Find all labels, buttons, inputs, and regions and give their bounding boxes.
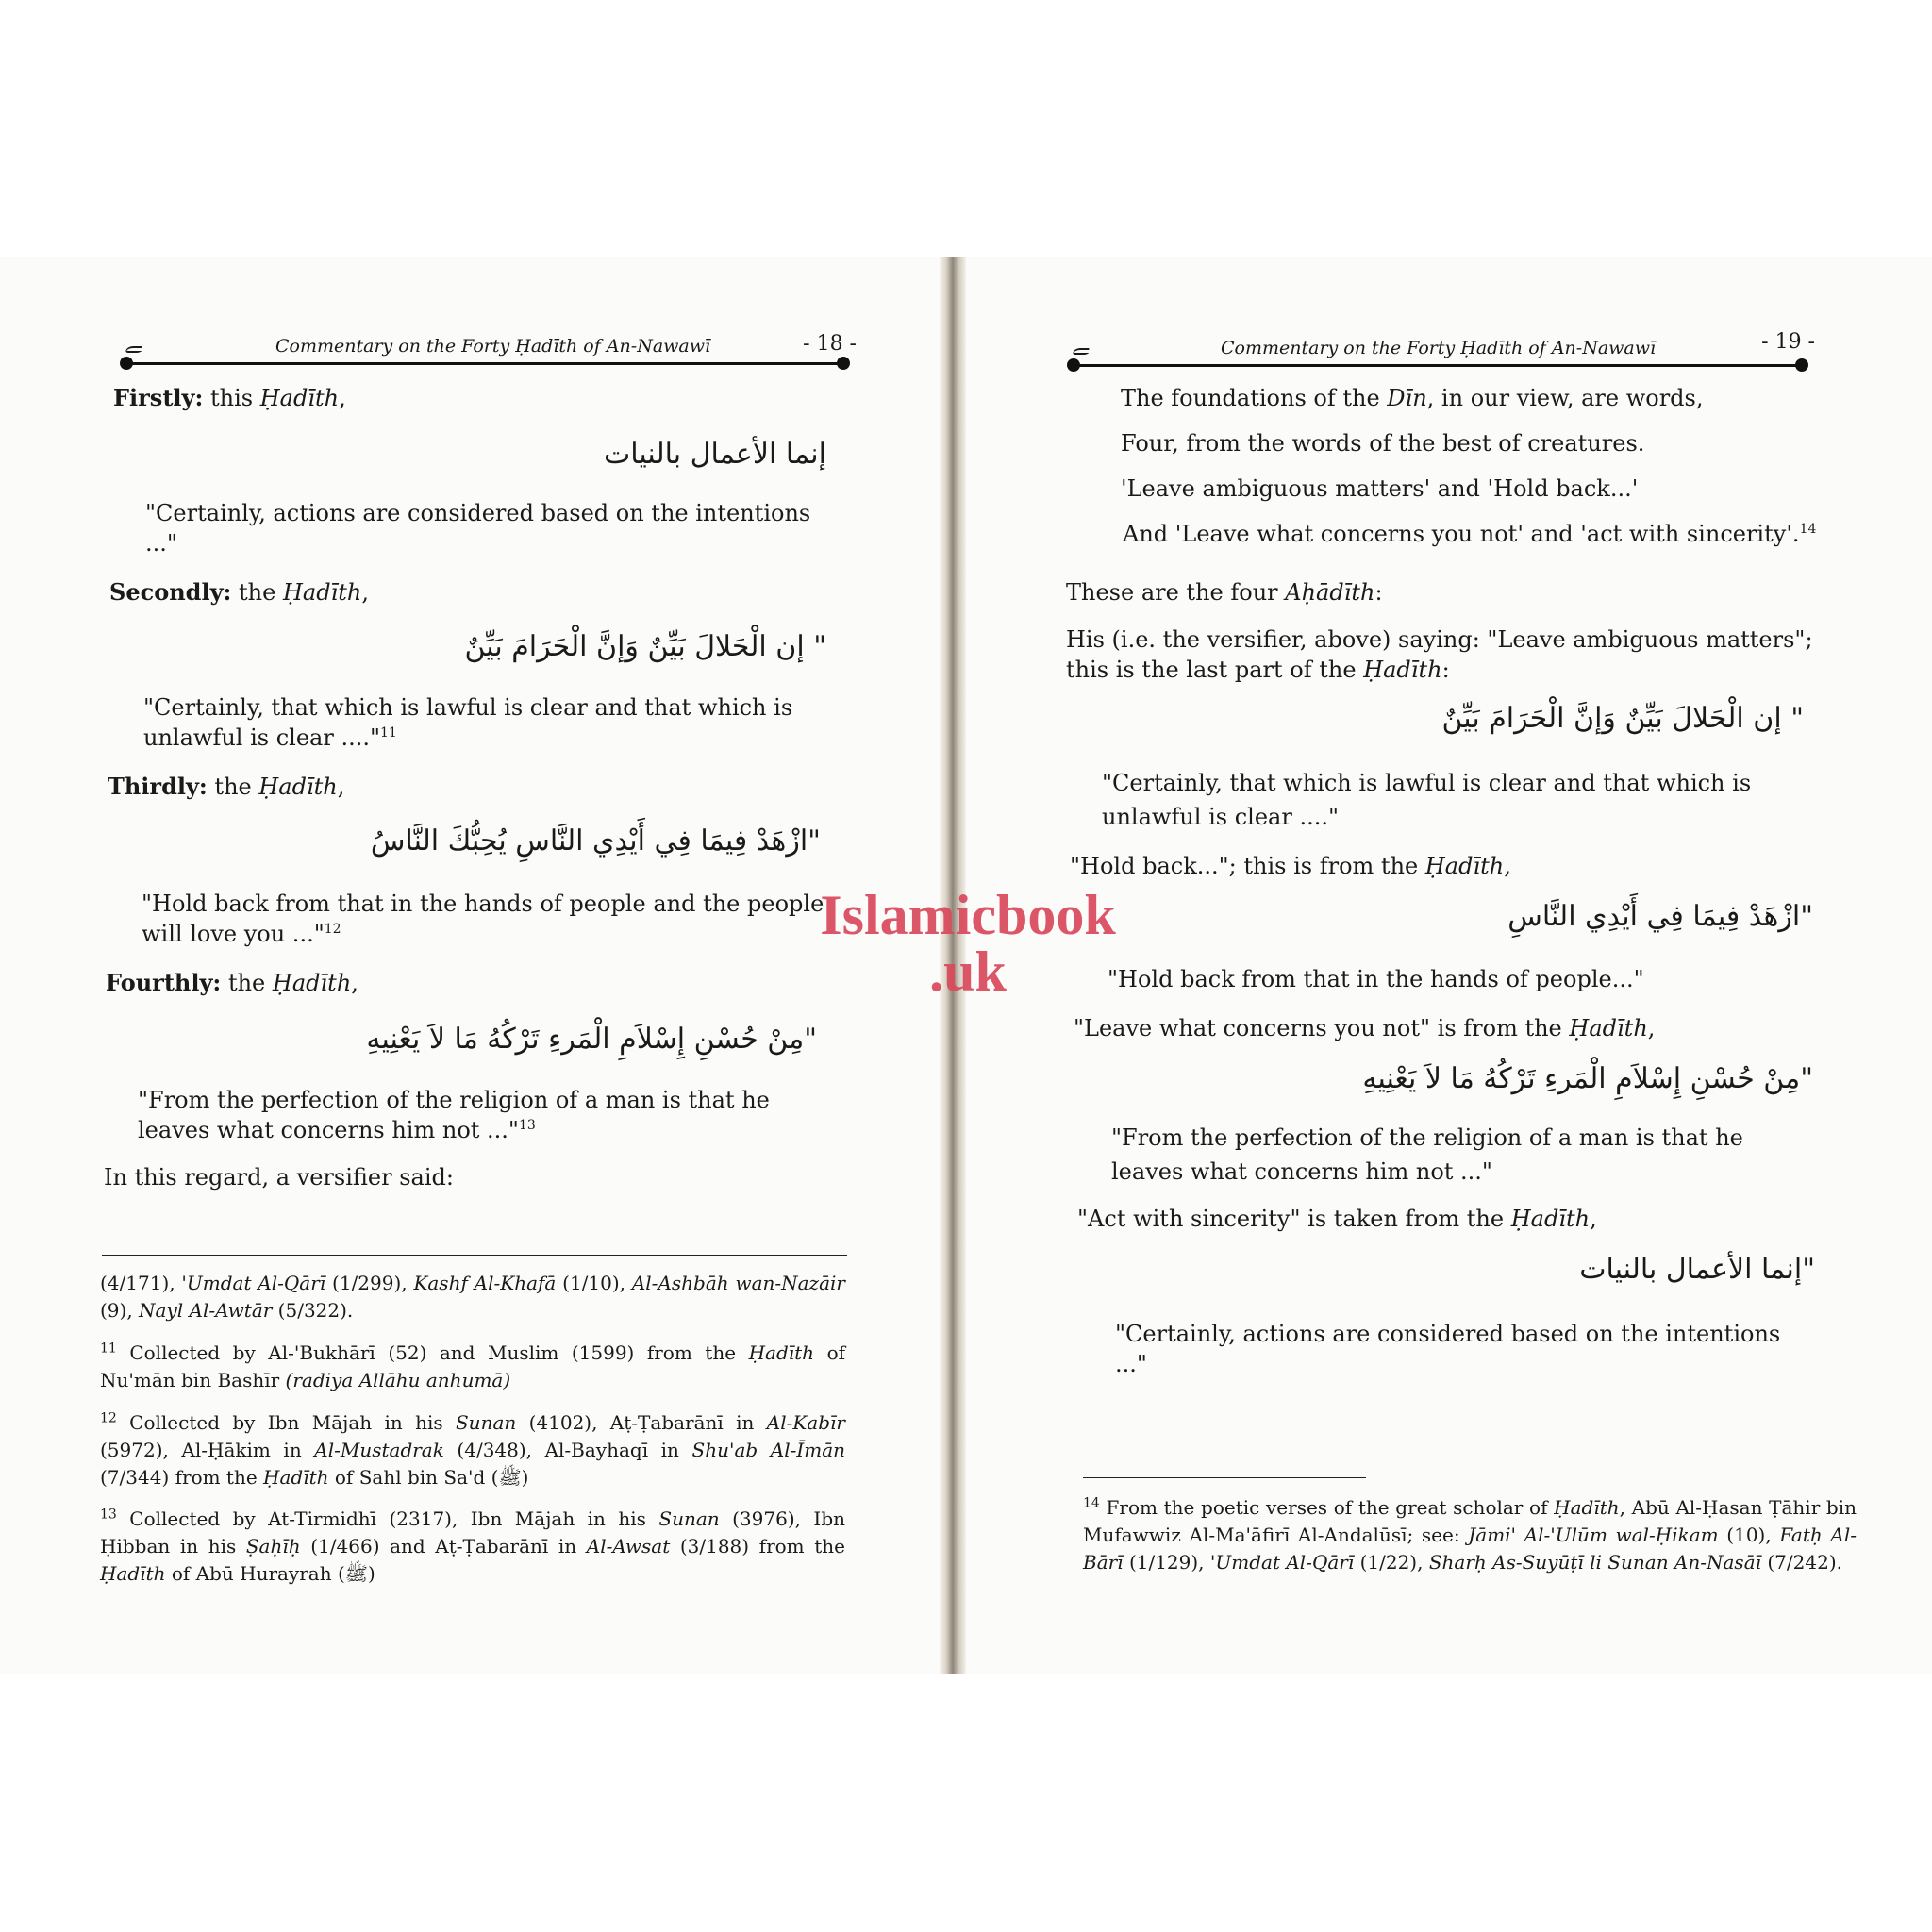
arabic-text: " إن الْحَلالَ بَيِّنٌ وَإنَّ الْحَرَامَ بَيِّنٌ [1441, 702, 1804, 735]
watermark [798, 884, 1138, 1003]
closing-line: In this regard, a versifier said: [104, 1164, 454, 1191]
publisher-logo-icon: ﮯ [1072, 328, 1090, 357]
page-number: - 18 - [803, 332, 857, 356]
footnote-13: $^{13}$ Collected by At-Tirmidhī (2317), Ibn Mājah in his Sunan (3976), Ibn Ḥibban in his Ṣaḥīḥ (1/466) and Aṭ-Ṭabarānī in Al-Awsat (3/188) from the Ḥadīth of Abū Hurayrah (ﷺ) [100, 1507, 846, 1585]
header-rule-dot [1067, 358, 1080, 372]
footnote-11: $^{11}$ Collected by Al-'Bukhārī (52) and Muslim (1599) from the Ḥadīth of Nu'mān bin Bashīr (radiya Allāhu anhumā) [100, 1341, 846, 1391]
arabic-text: "مِنْ حُسْنِ إِسْلاَمِ الْمَرءِ تَرْكُهُ مَا لاَ يَعْنِيهِ [1362, 1062, 1813, 1095]
translation-line: "Certainly, actions are considered based on the intentions [145, 500, 811, 526]
translation-line: unlawful is clear ...." [1102, 804, 1339, 830]
watermark-line: .uk [929, 941, 1007, 1003]
header-rule-dot [1795, 358, 1808, 372]
right-page-header [1060, 328, 1815, 391]
running-title: Commentary on the Forty Ḥadīth of An-Nawawī [1221, 338, 1657, 358]
translation-line: "From the perfection of the religion of a man is that he [1111, 1124, 1743, 1151]
book-spread [0, 257, 1932, 1674]
translation-line: leaves what concerns him not ..."$^{13}$ [138, 1117, 536, 1143]
arabic-text: "ازْهَدْ فِيمَا فِي أَيْدِي النَّاسِ يُحِبُّكَ النَّاسُ [370, 824, 821, 858]
footnote-ref: 12 [324, 922, 341, 937]
footnote-ref: 14 [1799, 522, 1817, 537]
arabic-text: "ازْهَدْ فِيمَا فِي أَيْدِي النَّاسِ [1507, 900, 1813, 933]
translation-line: "From the perfection of the religion of a man is that he [138, 1087, 770, 1113]
header-rule-dot [120, 357, 133, 370]
translation-line: "Certainly, actions are considered based on the intentions [1115, 1321, 1781, 1347]
translation-line: "Hold back from that in the hands of people and the people [142, 891, 824, 917]
footnote-14: $^{14}$ From the poetic verses of the great scholar of Ḥadīth, Abū Al-Ḥasan Ṭāhir bin Mufawwiz Al-Ma'āfirī Al-Andalūsī; see: Jāmi' Al-'Ulūm wal-Ḥikam (10), Fatḥ Al-Bārī (1/129), 'Umdat Al-Qārī (1/22), Sharḥ As-Suyūṭī li Sunan An-Nasāī (7/242). [1083, 1495, 1857, 1574]
arabic-text: إنما الأعمال بالنيات [604, 438, 826, 471]
arabic-text: "مِنْ حُسْنِ إِسْلاَمِ الْمَرءِ تَرْكُهُ مَا لاَ يَعْنِيهِ [366, 1023, 817, 1056]
footnote-separator [1083, 1477, 1366, 1478]
footnote-continuation: (4/171), 'Umdat Al-Qārī (1/299), Kashf Al-Khafā (1/10), Al-Ashbāh wan-Nazāir (9), Nayl Al-Awtār (5/322). [100, 1272, 845, 1322]
arabic-text: "إنما الأعمال بالنيات [1579, 1253, 1815, 1286]
translation-line: "Certainly, that which is lawful is clear and that which is [143, 694, 793, 721]
running-title: Commentary on the Forty Ḥadīth of An-Nawawī [275, 336, 711, 357]
header-rule-dot [837, 357, 850, 370]
verse-line: Four, from the words of the best of creatures. [1121, 430, 1645, 457]
section-heading: Secondly: the Ḥadīth, [109, 578, 369, 606]
left-page-header [113, 326, 857, 389]
translation-line: unlawful is clear ...."$^{11}$ [143, 724, 397, 751]
publisher-logo-icon: ﮯ [125, 326, 142, 355]
paragraph-line: this is the last part of the Ḥadīth: [1066, 657, 1450, 683]
translation-line: "Hold back from that in the hands of people..." [1108, 966, 1644, 992]
section-heading: Thirdly: the Ḥadīth, [108, 773, 345, 800]
verse-line: The foundations of the Dīn, in our view, are words, [1121, 385, 1704, 411]
arabic-text: " إن الْحَلالَ بَيِّنٌ وَإنَّ الْحَرَامَ بَيِّنٌ [464, 630, 826, 663]
paragraph-line: These are the four Aḥādīth: [1066, 579, 1383, 606]
watermark-line: Islamicbook [820, 884, 1116, 946]
translation-line: ..." [1115, 1351, 1147, 1377]
section-heading: Firstly: this Ḥadīth, [113, 384, 346, 411]
paragraph-line: "Act with sincerity" is taken from the Ḥadīth, [1077, 1206, 1597, 1232]
translation-line: leaves what concerns him not ..." [1111, 1158, 1492, 1185]
translation-line: "Certainly, that which is lawful is clear and that which is [1102, 770, 1752, 796]
paragraph-line: "Leave what concerns you not" is from the Ḥadīth, [1074, 1015, 1656, 1041]
translation-line: ..." [145, 530, 177, 557]
footnote-12: $^{12}$ Collected by Ibn Mājah in his Sunan (4102), Aṭ-Ṭabarānī in Al-Kabīr (5972), Al-Ḥākim in Al-Mustadrak (4/348), Al-Bayhaqī in Shu'ab Al-Īmān (7/344) from the Ḥadīth of Sahl bin Sa'd (ﷺ) [100, 1410, 846, 1489]
header-rule [1074, 364, 1802, 367]
verse-line: And 'Leave what concerns you not' and 'act with sincerity'.$^{14}$ [1123, 521, 1817, 547]
footnote-separator [102, 1255, 847, 1256]
paragraph-line: "Hold back..."; this is from the Ḥadīth, [1070, 853, 1511, 879]
page-number: - 19 - [1761, 330, 1815, 354]
paragraph-line: His (i.e. the versifier, above) saying: "Leave ambiguous matters"; [1066, 626, 1813, 653]
section-heading: Fourthly: the Ḥadīth, [106, 969, 358, 996]
footnote-ref: 13 [518, 1118, 536, 1133]
translation-line: will love you ..."$^{12}$ [142, 921, 341, 947]
footnote-ref: 11 [380, 725, 397, 741]
verse-line: 'Leave ambiguous matters' and 'Hold back...' [1121, 475, 1639, 502]
header-rule [126, 362, 843, 365]
